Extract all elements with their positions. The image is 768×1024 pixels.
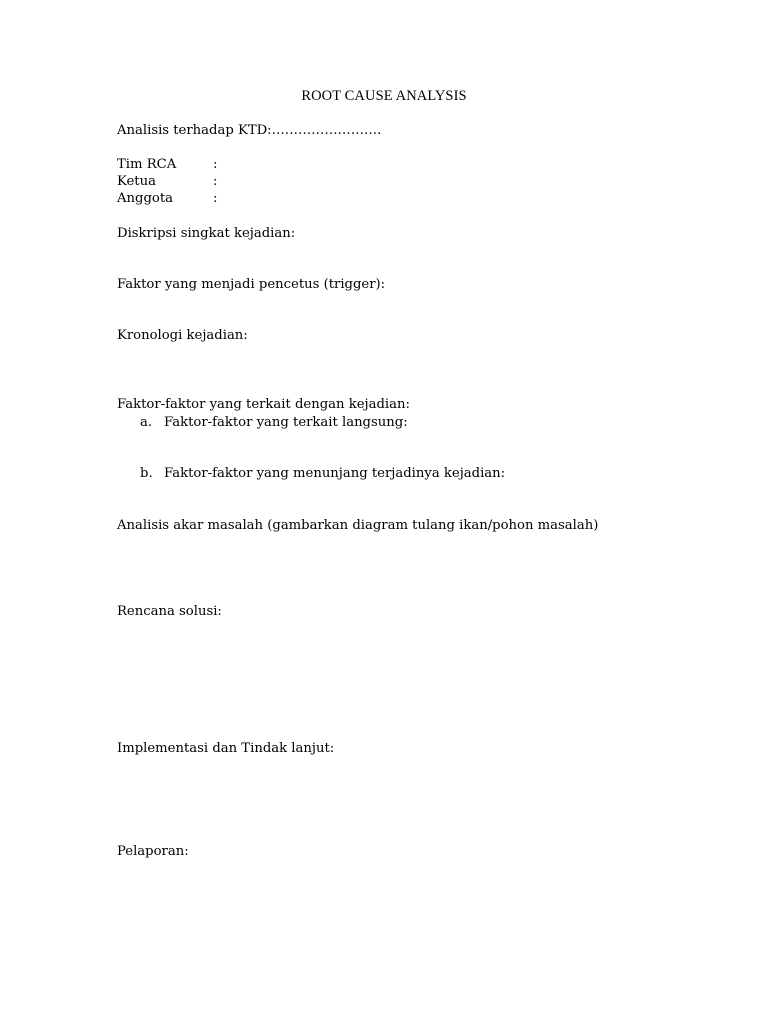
- team-row-anggota: [117, 190, 217, 207]
- section-trigger: Faktor yang menjadi pencetus (trigger):: [117, 277, 386, 292]
- factor-item-a: [140, 414, 408, 431]
- team-separator: :: [213, 191, 218, 206]
- section-root-analysis: Analisis akar masalah (gambarkan diagram tulang ikan/pohon masalah): [117, 518, 599, 533]
- ktd-analysis-line: Analisis terhadap KTD:…………………….: [117, 123, 382, 138]
- team-label: Anggota: [117, 191, 174, 206]
- list-item-text: Faktor-faktor yang terkait langsung:: [164, 415, 408, 430]
- section-implementation: Implementasi dan Tindak lanjut:: [117, 741, 335, 756]
- section-related-factors: Faktor-faktor yang terkait dengan kejadian:: [117, 397, 410, 412]
- list-marker: a.: [140, 415, 153, 430]
- factor-item-b: [140, 465, 505, 482]
- team-label: Ketua: [117, 174, 156, 189]
- team-label: Tim RCA: [117, 157, 177, 172]
- section-chronology: Kronologi kejadian:: [117, 328, 248, 343]
- list-item-text: Faktor-faktor yang menunjang terjadinya kejadian:: [164, 466, 506, 481]
- section-solution-plan: Rencana solusi:: [117, 604, 222, 619]
- team-row-ketua: [117, 173, 217, 190]
- section-description: Diskripsi singkat kejadian:: [117, 226, 296, 241]
- team-separator: :: [213, 174, 218, 189]
- document-title: ROOT CAUSE ANALYSIS: [301, 88, 467, 104]
- team-row-tim-rca: [117, 156, 217, 173]
- section-reporting: Pelaporan:: [117, 844, 189, 859]
- list-marker: b.: [140, 466, 153, 481]
- team-separator: :: [213, 157, 218, 172]
